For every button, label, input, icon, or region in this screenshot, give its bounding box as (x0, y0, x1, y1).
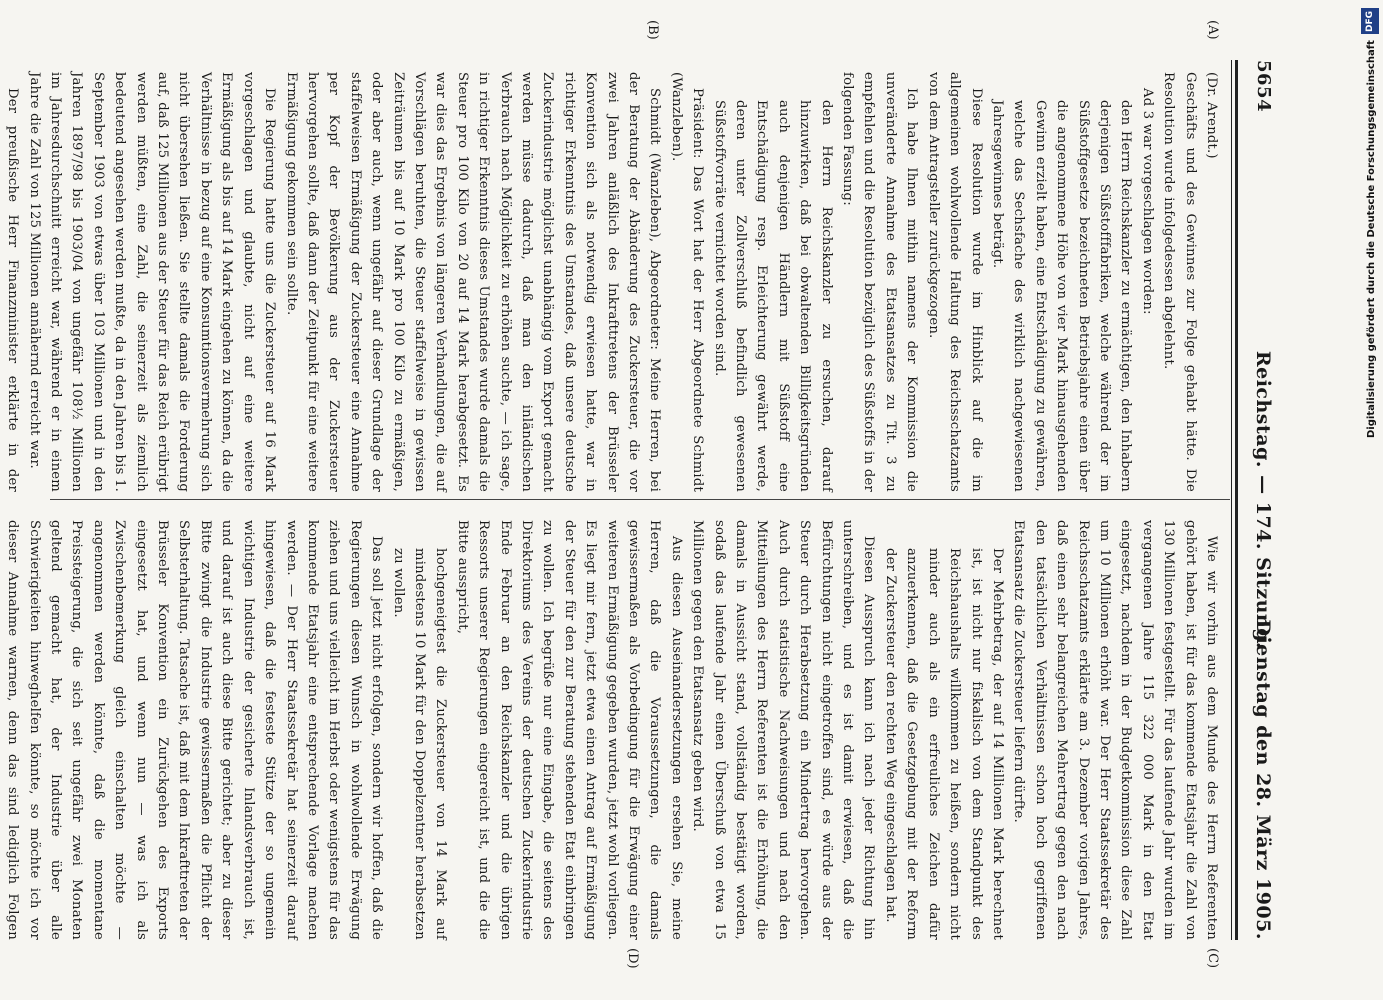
dfg-strip (1355, 0, 1383, 1000)
paragraph: Diese Resolution wurde im Hinblick auf die im allgemeinen wohlwollende Haltung des Reichsschatzamts von dem Antragsteller zurückgezogen. (925, 72, 984, 492)
page-header (1242, 60, 1282, 940)
margin-letter-b: (B) (645, 20, 660, 40)
margin-letter-a: (A) (1205, 20, 1220, 40)
paragraph: Ad 3 war vorgeschlagen worden: (1139, 88, 1155, 315)
president-remark: Präsident: Das Wort hat der Herr Abgeordnete Schmidt (Wanzleben). (668, 72, 706, 492)
paragraph: Der preußische Herr Finanzminister erklärte in der (5, 88, 21, 492)
quoted-resolution: den Herrn Reichskanzler zu ersuchen, darauf hinzuwirken, daß bei obwaltenden Billigkeitsgründen auch denjenigen Händlern mit Süßstoff eine Entschädigung resp. Erleichterung gewährt werde, deren unter Zollverschluß befindlich gewesenen Süßstoffvorräte vernichtet worden sind. (711, 100, 834, 492)
paragraph: Diesen Ausspruch kann ich nach jeder Richtung hin unterschreiben, und es ist damit erwiesen, daß die Befürchtungen nicht eingetroffen sind, es würde aus der Steuer durch Herabsetzung ein Mindertrag hervorgehen. Auch durch statistische Nachweisungen und nach den Mitteilungen des Herrn Referenten ist die Erhöhung, die damals in Aussicht stand, vollständig bestätigt worden, sodaß das laufende Jahr einen Überschuß von etwa 15 Millionen gegen den Etatsansatz geben wird. (690, 520, 877, 940)
paragraph: Geschäfts und des Gewinnes zur Folge gehabt hätte. Die Resolution wurde infolgedessen abgelehnt. (1161, 72, 1198, 492)
paragraph: Die Regierung hatte uns die Zuckersteuer auf 16 Mark vorgeschlagen und glaubte, nicht auf eine weitere Ermäßigung als bis auf 14 Mark eingehen zu können, da die Verhältnisse in bezug auf eine Konsumtionsvermehrung sich nicht übersehen ließen. Sie stellte damals die Forderung auf, daß 125 Millionen aus der Steuer für das Reich erübrigt werden müßten, eine Zahl, die seinerzeit als ziemlich bedeutend angesehen werden mußte, da in den Jahren bis 1. September 1903 von etwas über 103 Millionen und in den Jahren 1897/98 bis 1903/04 von ungefähr 108½ Millionen im Jahresdurchschnitt erreicht war, während er in einem Jahre die Zahl von 125 Millionen annähernd erreicht war. (26, 72, 278, 492)
quoted-resolution: den Herrn Reichskanzler zu ermächtigen, den Inhabern derjenigen Süßstofffabriken, welche während der im Süßstoffgesetze bezeichneten Betriebsjahre einen über die angenommene Höhe von vier Mark hinausgehenden Gewinn erzielt haben, eine Entschädigung zu gewähren, welche das Sechsfache des wirklich nachgewiesenen Jahresgewinnes beträgt. (989, 100, 1134, 492)
paragraph: Wie wir vorhin aus dem Munde des Herrn Referenten gehört haben, ist für das kommende Etatsjahr die Zahl von 130 Millionen festgestellt. Für das laufende Jahr wurden im vergangenen Jahre 115 322 000 Mark in den Etat eingesetzt, nachdem in der Budgetkommission diese Zahl um 10 Millionen erhöht war. Der Herr Staatssekretär des Reichsschatzamts erklärte am 3. Dezember vorigen Jahres, daß einen sehr belangreichen Mehrertrag gegen den nach den tatsächlichen Verhältnissen schon hoch gegriffenen Etatsansatz die Zuckersteuer liefern dürfte. (1011, 520, 1219, 940)
page-number: 5654 (1253, 60, 1274, 113)
margin-letter-c: (C) (1205, 948, 1220, 969)
speaker-prefix: (Dr. Arendt.) (1204, 72, 1219, 159)
left-column (0, 72, 1222, 492)
dfg-logo: DFG (1361, 8, 1379, 34)
margin-letter-d: (D) (625, 948, 640, 969)
quoted-statement: Der Mehrbetrag, der auf 14 Millionen Mark berechnet ist, ist nicht nur fiskalisch von dem Standpunkt des Reichshaushalts willkommen zu heißen, sondern nicht minder auch als ein erfreuliches Zeichen dafür anzuerkennen, daß die Gesetzgebung mit der Reform der Zuckersteuer den rechten Weg eingeschlagen hat. (882, 548, 1005, 940)
header-rule-thin (1231, 60, 1232, 940)
paragraph: Das soll jetzt nicht erfolgen, sondern wir hoffen, daß die Regierungen diesen Wunsch in wohlwollende Erwägung ziehen und uns vielleicht im Herbst oder wenigstens für das kommende Etatsjahr eine entsprechende Vorlage machen werden. — Der Herr Staatssekretär hat seinerzeit darauf hingewiesen, daß die festeste Stütze der so ungemein wichtigen Industrie der gesicherte Inlandsverbrauch ist, und darauf ist auch diese Bitte gerichtet; aber zu dieser Bitte zwingt die Industrie gewissermaßen die Pflicht der Selbsterhaltung. Tatsache ist, daß mit dem Inkrafttreten der Brüsseler Konvention ein Zurückgehen des Exports eingesetzt hat, und wenn nun — was ich als Zwischenbemerkung gleich einschalten möchte — angenommen werden könnte, daß die momentane Preissteigerung, die sich seit ungefähr zwei Monaten geltend gemacht hat, der Industrie über alle Schwierigkeiten hinweghelfen könnte, so möchte ich vor dieser Annahme warnen, denn das sind lediglich Folgen (5, 520, 385, 940)
header-session-title: Reichstag. — 174. Sitzung. (1252, 350, 1274, 650)
column-divider (50, 499, 1230, 500)
speech-paragraph: Schmidt (Wanzleben), Abgeordneter: Meine Herren, bei der Beratung der Abänderung des Zuckersteuer, die vor zwei Jahren anläßlich des Inkrafttretens der Brüsseler Konvention sich als notwendig erwiesen hatte, war in richtiger Erkenntnis des Umstandes, daß unsere deutsche Zuckerindustrie möglichst unabhängig vom Export gemacht werden müsse dadurch, daß man den inländischen Verbrauch nach Möglichkeit zu erhöhen suchte, — ich sage, in richtiger Erkenntnis dieses Umstandes wurde damals die Steuer pro 100 Kilo von 20 auf 14 Mark herabgesetzt. Es war dies das Ergebnis von längeren Verhandlungen, die auf Vorschlägen beruhten, die Steuer staffelweise in gewissen Zeiträumen bis auf 10 Mark pro 100 Kilo zu ermäßigen, oder aber auch, wenn ungefähr auf dieser Grundlage der staffelweisen Ermäßigung der Zuckersteuer eine Annahme per Kopf der Bevölkerung aus der Zuckersteuer hervorgehen sollte, daß dann der Zeitpunkt für eine weitere Ermäßigung gekommen sein sollte. (283, 72, 663, 492)
header-rule (1235, 60, 1238, 940)
paragraph: Aus diesen Auseinandersetzungen ersehen Sie, meine Herren, daß die Voraussetzungen, die damals gewissermaßen als Vorbedingung für die Erwägung einer weiteren Ermäßigung gegeben wurden, jetzt wohl vorliegen. Es liegt mir fern, jetzt etwa einen Antrag auf Ermäßigung der Steuer für den zur Beratung stehenden Etat einbringen zu wollen. Ich begrüße nur eine Eingabe, die seitens des Direktoriums des Vereins der deutschen Zuckerindustrie Ende Februar an den Reichskanzler und die übrigen Ressorts unserer Regierungen eingereicht ist, und die die Bitte ausspricht, (454, 520, 684, 940)
right-column (0, 520, 1222, 940)
quoted-petition: hochgeneigtest die Zuckersteuer von 14 Mark auf mindestens 10 Mark für den Doppelzentner herabsetzen zu wollen. (390, 548, 449, 940)
header-date: Dienstag den 28. März 1905. (1252, 619, 1274, 940)
paragraph: Ich habe Ihnen mithin namens der Kommission die unveränderte Annahme des Etatsansatzes zu Tit. 3 zu empfehlen und die Resolution bezüglich des Süßstoffs in der folgenden Fassung: (840, 72, 920, 492)
digitization-credit: Digitalisierung gefördert durch die Deutsche Forschungsgemeinschaft (1366, 40, 1377, 438)
